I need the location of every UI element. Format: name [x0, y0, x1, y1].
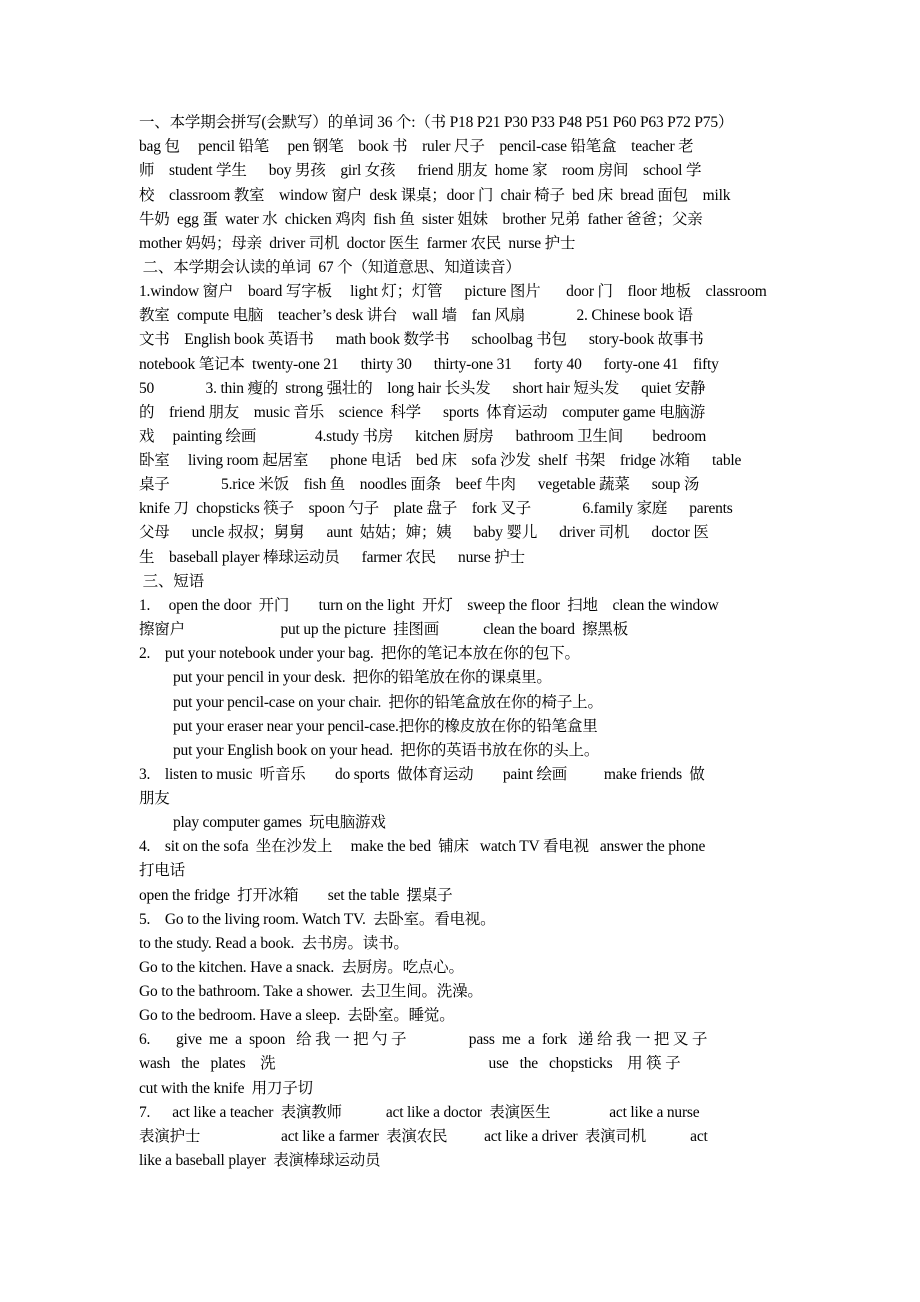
text-line: 50 3. thin 瘦的 strong 强壮的 long hair 长头发 short hair 短头发 quiet 安静 [139, 380, 706, 397]
text-line: put your pencil-case on your chair. 把你的铅笔盒放在你的椅子上。 [173, 694, 603, 711]
text-line: 生 baseball player 棒球运动员 farmer 农民 nurse 护士 [139, 549, 525, 566]
text-line: wash the plates 洗 use the chopsticks 用 筷 子 [139, 1055, 681, 1072]
section-1-heading: 一、本学期会拼写(会默写）的单词 36 个:（书 P18 P21 P30 P33 P48 P51 P60 P63 P72 P75） [139, 114, 734, 131]
text-line: 7. act like a teacher 表演教师 act like a doctor 表演医生 act like a nurse [139, 1104, 700, 1121]
text-line: play computer games 玩电脑游戏 [173, 814, 386, 831]
text-line: Go to the kitchen. Have a snack. 去厨房。吃点心。 [139, 959, 464, 976]
text-line: 卧室 living room 起居室 phone 电话 bed 床 sofa 沙发 shelf 书架 fridge 冰箱 table [139, 452, 742, 469]
text-line: 校 classroom 教室 window 窗户 desk 课桌；door 门 chair 椅子 bed 床 bread 面包 milk [139, 187, 731, 204]
section-3-heading: 三、短语 [139, 573, 204, 590]
text-line: mother 妈妈；母亲 driver 司机 doctor 医生 farmer 农民 nurse 护士 [139, 235, 576, 252]
text-line: put your pencil in your desk. 把你的铅笔放在你的课桌里。 [173, 669, 552, 686]
text-line: open the fridge 打开冰箱 set the table 摆桌子 [139, 887, 453, 904]
text-line: 桌子 5.rice 米饭 fish 鱼 noodles 面条 beef 牛肉 vegetable 蔬菜 soup 汤 [139, 476, 700, 493]
text-line: 表演护士 act like a farmer 表演农民 act like a driver 表演司机 act [139, 1128, 708, 1145]
text-line: bag 包 pencil 铅笔 pen 钢笔 book 书 ruler 尺子 pencil-case 铅笔盒 teacher 老 [139, 138, 694, 155]
text-line: like a baseball player 表演棒球运动员 [139, 1152, 381, 1169]
text-line: 朋友 [139, 790, 170, 807]
text-line: 4. sit on the sofa 坐在沙发上 make the bed 铺床 watch TV 看电视 answer the phone [139, 838, 706, 855]
text-line: 文书 English book 英语书 math book 数学书 schoolbag 书包 story-book 故事书 [139, 331, 704, 348]
text-line: to the study. Read a book. 去书房。读书。 [139, 935, 409, 952]
text-line: cut with the knife 用刀子切 [139, 1080, 313, 1097]
text-line: 的 friend 朋友 music 音乐 science 科学 sports 体育运动 computer game 电脑游 [139, 404, 706, 421]
text-line: 2. put your notebook under your bag. 把你的笔记本放在你的包下。 [139, 645, 580, 662]
text-line: 1.window 窗户 board 写字板 light 灯；灯管 picture 图片 door 门 floor 地板 classroom [139, 283, 767, 300]
text-line: knife 刀 chopsticks 筷子 spoon 勺子 plate 盘子 fork 叉子 6.family 家庭 parents [139, 500, 733, 517]
text-line: 3. listen to music 听音乐 do sports 做体育运动 paint 绘画 make friends 做 [139, 766, 705, 783]
text-line: put your eraser near your pencil-case.把你的橡皮放在你的铅笔盒里 [173, 718, 598, 735]
text-line: notebook 笔记本 twenty-one 21 thirty 30 thirty-one 31 forty 40 forty-one 41 fifty [139, 356, 719, 373]
text-line: put your English book on your head. 把你的英语书放在你的头上。 [173, 742, 600, 759]
text-line: 打电话 [139, 862, 185, 879]
text-line: 戏 painting 绘画 4.study 书房 kitchen 厨房 bathroom 卫生间 bedroom [139, 428, 707, 445]
text-line: 师 student 学生 boy 男孩 girl 女孩 friend 朋友 home 家 room 房间 school 学 [139, 162, 702, 179]
text-line: 1. open the door 开门 turn on the light 开灯 sweep the floor 扫地 clean the window [139, 597, 719, 614]
text-line: 牛奶 egg 蛋 water 水 chicken 鸡肉 fish 鱼 sister 姐妹 brother 兄弟 father 爸爸；父亲 [139, 211, 703, 228]
text-line: 擦窗户 put up the picture 挂图画 clean the board 擦黑板 [139, 621, 629, 638]
text-line: 教室 compute 电脑 teacher’s desk 讲台 wall 墙 fan 风扇 2. Chinese book 语 [139, 307, 693, 324]
text-line: Go to the bathroom. Take a shower. 去卫生间。洗澡。 [139, 983, 483, 1000]
text-line: 父母 uncle 叔叔；舅舅 aunt 姑姑；婶；姨 baby 婴儿 driver 司机 doctor 医 [139, 524, 709, 541]
text-line: 6. give me a spoon 给 我 一 把 勺 子 pass me a fork 递 给 我 一 把 叉 子 [139, 1031, 708, 1048]
text-line: 5. Go to the living room. Watch TV. 去卧室。看电视。 [139, 911, 496, 928]
section-2-heading: 二、本学期会认读的单词 67 个（知道意思、知道读音） [139, 259, 521, 276]
text-line: Go to the bedroom. Have a sleep. 去卧室。睡觉。 [139, 1007, 455, 1024]
